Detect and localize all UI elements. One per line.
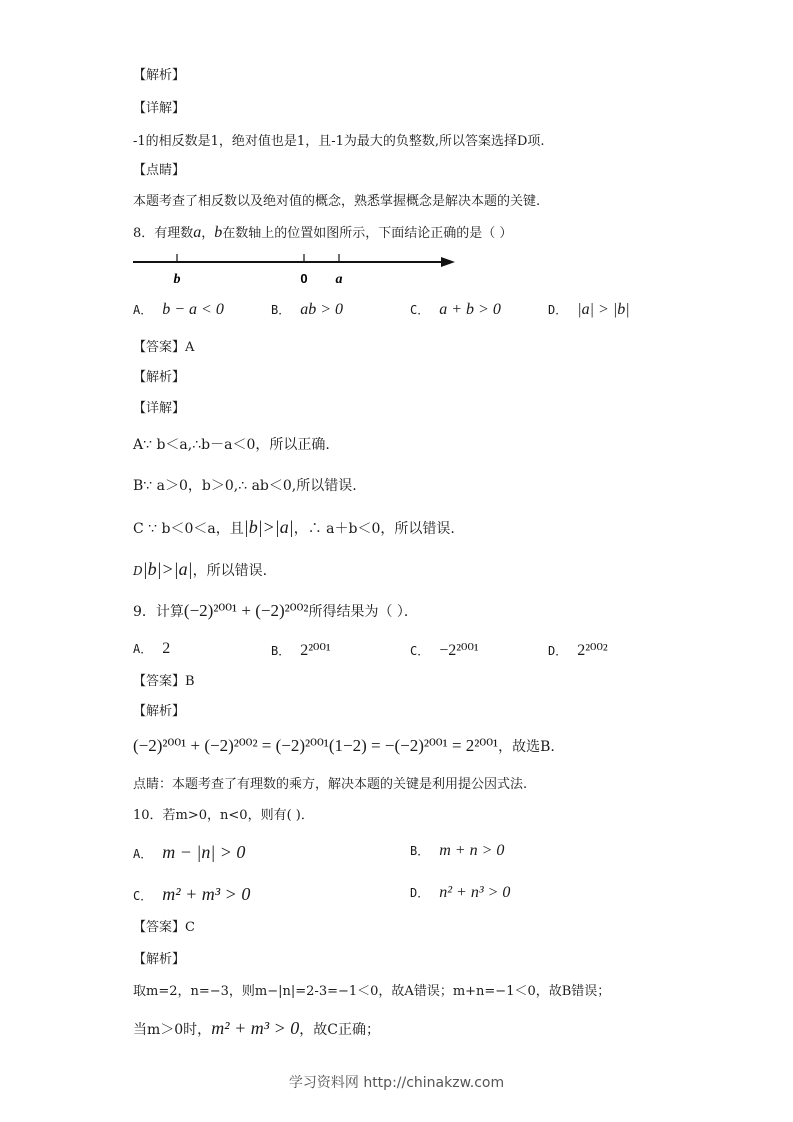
q10-solution-2-expr: m² + m³ > 0 xyxy=(211,1018,300,1038)
q10-option-a-label: A． xyxy=(133,847,153,861)
line-xiangjie-1: 【详解】 xyxy=(133,101,186,116)
q8-jiexi: 【解析】 xyxy=(133,370,186,385)
q10-option-d xyxy=(410,884,510,902)
q10-option-d-expr: n² + n³ > 0 xyxy=(439,884,511,901)
q8-reason-b: B∵ a＞0，b＞0,∴ ab＜0,所以错误. xyxy=(133,478,357,494)
q9-option-b-expr: 2²⁰⁰¹ xyxy=(300,642,331,659)
q9-answer: 【答案】B xyxy=(133,674,195,689)
q8-reason-d-part3: ，所以错误. xyxy=(192,563,268,579)
q10-option-c-expr: m² + m³ > 0 xyxy=(162,884,251,904)
q8-xiangjie: 【详解】 xyxy=(133,401,186,416)
q8-option-b xyxy=(271,301,343,319)
number-line-arrow-icon xyxy=(441,257,455,267)
q8-option-a xyxy=(133,301,224,319)
q9-text: 所得结果为（ ）． xyxy=(308,604,418,620)
tick-label-a: a xyxy=(335,272,343,287)
q8-option-d-expr: |a| > |b| xyxy=(577,301,630,318)
q8-option-a-label: A． xyxy=(133,303,153,317)
q8-reason-d-abs: |b|>|a| xyxy=(142,559,193,579)
q8-answer: 【答案】A xyxy=(133,340,195,355)
line-explain-1: -1的相反数是1，绝对值也是1，且-1为最大的负整数,所以答案选择D项. xyxy=(133,134,545,149)
q10-answer: 【答案】C xyxy=(133,920,195,935)
tick-label-zero: 0 xyxy=(300,271,308,286)
q8-reason-c xyxy=(133,519,455,537)
q8-sep: ， xyxy=(201,226,215,241)
q9-solution-tail: ，故选B. xyxy=(498,739,555,755)
q8-reason-c-part1: C ∵ b＜0＜a，且 xyxy=(133,521,244,537)
q10-solution-1: 取m=2，n=−3，则m−|n|=2-3=−1＜0，故A错误；m+n=−1＜0，故B错误； xyxy=(133,984,611,999)
footer-watermark: 学习资料网 http://chinakzw.com xyxy=(288,1075,505,1091)
q8-option-d-label: D． xyxy=(548,303,568,317)
q9-jiexi: 【解析】 xyxy=(133,704,186,719)
q9-solution xyxy=(133,738,555,755)
tick-label-b: b xyxy=(173,272,181,287)
line-jiexi-1: 【解析】 xyxy=(133,68,186,83)
q9-option-c xyxy=(410,640,479,660)
q9-dianjing: 点睛：本题考查了有理数的乘方，解决本题的关键是利用提公因式法. xyxy=(133,777,528,792)
q9-option-d-expr: 2²⁰⁰² xyxy=(577,642,608,659)
q10-option-d-label: D． xyxy=(410,886,430,900)
q9-option-b-label: B． xyxy=(271,644,291,658)
question-8 xyxy=(133,225,512,242)
q9-option-c-expr: −2²⁰⁰¹ xyxy=(439,642,479,659)
q8-reason-a: A∵ b＜a,∴b－a＜0，所以正确. xyxy=(133,437,330,453)
q9-option-d xyxy=(548,640,608,660)
q8-var-a: a xyxy=(193,224,202,241)
q10-option-c-label: C． xyxy=(133,889,153,903)
number-line xyxy=(133,250,463,290)
q8-option-c xyxy=(410,301,501,319)
q8-reason-c-part3: ，∴ a＋b＜0，所以错误. xyxy=(293,521,455,537)
q10-solution-2-prefix: 当m＞0时， xyxy=(133,1022,212,1038)
q10-option-c xyxy=(133,884,250,905)
line-summary-1: 本题考查了相反数以及绝对值的概念，熟悉掌握概念是解决本题的关键. xyxy=(133,194,541,209)
q9-solution-expr: (−2)²⁰⁰¹ + (−2)²⁰⁰² = (−2)²⁰⁰¹(1−2) = −(−2)²⁰⁰¹ = 2²⁰⁰¹ xyxy=(133,736,499,755)
q9-option-a xyxy=(133,640,170,658)
q9-option-d-label: D． xyxy=(548,644,568,658)
q8-reason-d xyxy=(133,561,267,579)
q8-reason-c-abs: |b|>|a| xyxy=(243,517,294,537)
q9-expr: (−2)²⁰⁰¹ + (−2)²⁰⁰² xyxy=(183,601,309,620)
q8-option-b-expr: ab > 0 xyxy=(300,301,344,318)
q10-option-b-label: B． xyxy=(410,844,430,858)
q9-option-c-label: C． xyxy=(410,644,430,658)
q9-option-a-expr: 2 xyxy=(162,640,171,657)
q8-option-b-label: B． xyxy=(271,303,291,317)
q8-option-c-expr: a + b > 0 xyxy=(439,301,501,318)
q10-jiexi: 【解析】 xyxy=(133,952,186,967)
q8-option-a-expr: b − a < 0 xyxy=(162,301,224,318)
q8-reason-d-label: D xyxy=(133,564,143,578)
q8-option-d xyxy=(548,301,630,319)
q10-option-a-expr: m − |n| > 0 xyxy=(162,842,246,862)
q8-text: 在数轴上的位置如图所示，下面结论正确的是（ ） xyxy=(222,226,513,241)
question-9 xyxy=(133,603,418,620)
q8-option-c-label: C． xyxy=(410,303,430,317)
q9-prefix: 9．计算 xyxy=(133,604,184,620)
q10-solution-2 xyxy=(133,1020,380,1038)
question-10: 10．若m>0，n<0，则有( )． xyxy=(133,808,314,823)
q10-option-b xyxy=(410,842,504,860)
q10-solution-2-tail: ，故C正确； xyxy=(299,1022,380,1038)
q9-option-b xyxy=(271,640,331,660)
q10-option-b-expr: m + n > 0 xyxy=(439,842,505,859)
line-dianjing-1: 【点睛】 xyxy=(133,163,186,178)
q9-option-a-label: A． xyxy=(133,642,153,656)
q8-var-b: b xyxy=(214,224,223,241)
q10-option-a xyxy=(133,842,245,863)
q8-prefix: 8．有理数 xyxy=(133,226,194,241)
